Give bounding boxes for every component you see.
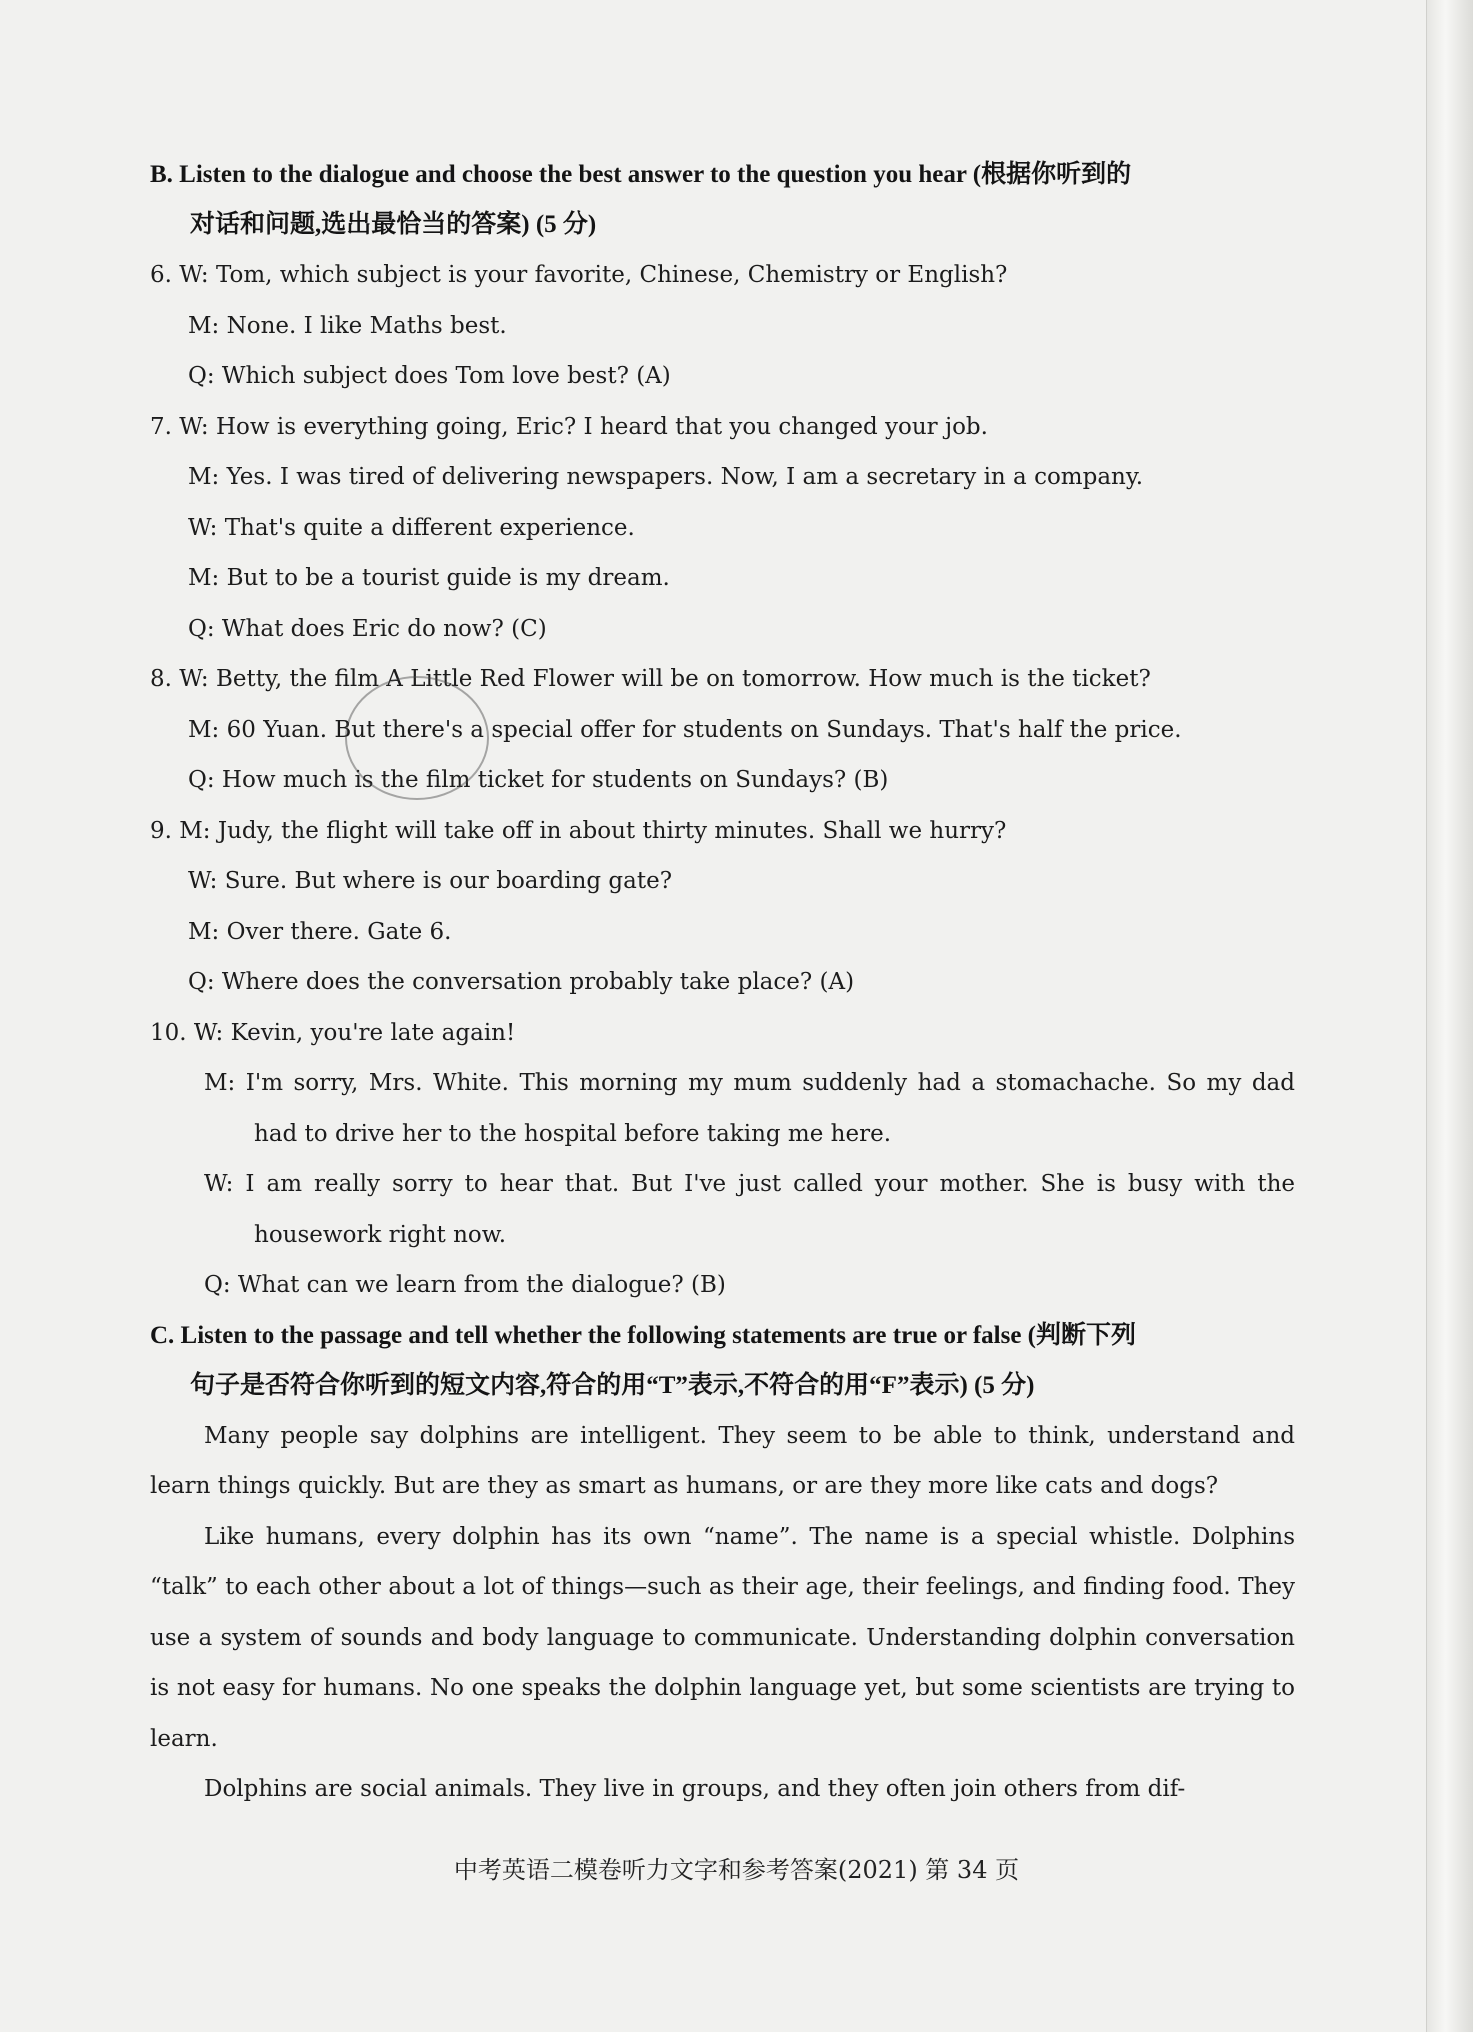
page-footer: 中考英语二模卷听力文字和参考答案(2021) 第 34 页 bbox=[453, 1856, 1020, 1884]
dialogue-line: M: Yes. I was tired of delivering newspapers. Now, I am a secretary in a company. bbox=[188, 464, 1144, 490]
dialogue-line: 7. W: How is everything going, Eric? I heard that you changed your job. bbox=[150, 413, 988, 440]
dialogue-line: 6. W: Tom, which subject is your favorite, Chinese, Chemistry or English? bbox=[150, 262, 1008, 288]
passage-paragraph: Dolphins are social animals. They live in groups, and they often join others from dif- bbox=[204, 1776, 1186, 1802]
dialogue-line: W: I am really sorry to hear that. But I've just called your mother. She is busy with the housework right now. bbox=[204, 1171, 1295, 1248]
section-b-heading-line2: 对话和问题,选出最恰当的答案) (5 分) bbox=[190, 211, 597, 238]
dialogue-line: 9. M: Judy, the flight will take off in about thirty minutes. Shall we hurry? bbox=[150, 817, 1007, 844]
page-edge bbox=[1426, 0, 1473, 2032]
answer-page bbox=[150, 150, 1295, 1815]
dialogue-line: Q: Where does the conversation probably take place? (A) bbox=[188, 969, 855, 995]
dialogue-line: M: Over there. Gate 6. bbox=[188, 918, 452, 945]
dialogue-line: Q: Which subject does Tom love best? (A) bbox=[188, 363, 671, 389]
section-c-heading-line2: 句子是否符合你听到的短文内容,符合的用“T”表示,不符合的用“F”表示) (5 分) bbox=[190, 1371, 1035, 1399]
dialogue-line: W: That's quite a different experience. bbox=[188, 514, 635, 541]
dialogue-line: M: None. I like Maths best. bbox=[188, 312, 507, 339]
dialogue-line: 10. W: Kevin, you're late again! bbox=[150, 1019, 516, 1046]
dialogue-line: M: 60 Yuan. But there's a special offer for students on Sundays. That's half the price. bbox=[188, 716, 1182, 743]
stamp bbox=[345, 676, 489, 800]
section-b-heading-line1: B. Listen to the dialogue and choose the best answer to the question you hear (根据你听到的 bbox=[150, 161, 1132, 188]
passage bbox=[150, 1411, 1295, 1815]
passage-paragraph: Many people say dolphins are intelligent. They seem to be able to think, understand and learn things quickly. But are they as smart as humans, or are they more like cats and dogs? bbox=[150, 1422, 1295, 1499]
dialogue-line: M: I'm sorry, Mrs. White. This morning my mum suddenly had a stomachache. So my dad had to drive her to the hospital before taking me here. bbox=[204, 1070, 1295, 1147]
section-c-heading bbox=[150, 1311, 1295, 1411]
dialogue-line: W: Sure. But where is our boarding gate? bbox=[188, 868, 673, 894]
section-b-heading bbox=[150, 150, 1295, 250]
passage-paragraph: Like humans, every dolphin has its own “name”. The name is a special whistle. Dolphins “talk” to each other about a lot of things—such as their age, their feelings, and finding food. They use a system of sounds and body language to communicate. Understanding dolphin conversation is not easy for humans. No one speaks the dolphin language yet, but some scientists are trying to learn. bbox=[150, 1523, 1295, 1752]
dialogue-line: Q: What can we learn from the dialogue? (B) bbox=[204, 1272, 726, 1298]
dialogue-list bbox=[150, 250, 1295, 1311]
dialogue-line: Q: What does Eric do now? (C) bbox=[188, 615, 547, 642]
dialogue-line: 8. W: Betty, the film A Little Red Flower will be on tomorrow. How much is the ticket? bbox=[150, 666, 1151, 692]
dialogue-line: M: But to be a tourist guide is my dream. bbox=[188, 565, 670, 591]
dialogue-line: Q: How much is the film ticket for students on Sundays? (B) bbox=[188, 767, 889, 793]
section-c-heading-line1: C. Listen to the passage and tell whether the following statements are true or false (判断下列 bbox=[150, 1321, 1137, 1349]
